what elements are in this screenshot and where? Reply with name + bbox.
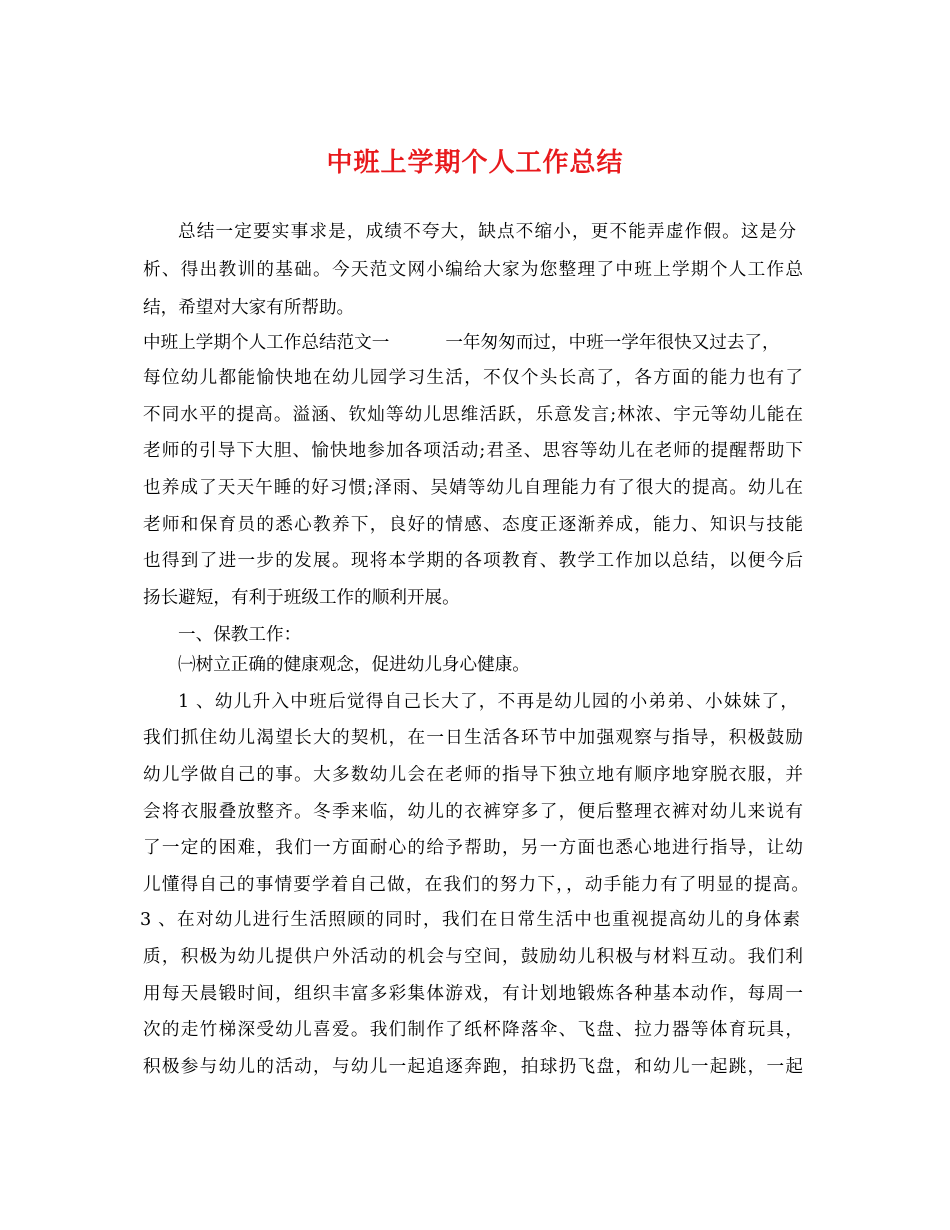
paragraph-text: 一年匆匆而过，中班一学年很快又过去了， xyxy=(445,333,780,353)
intro-line: 析、得出教训的基础。今天范文网小编给大家为您整理了中班上学期个人工作总 xyxy=(143,260,803,280)
section-heading: 一、保教工作： xyxy=(178,625,302,645)
intro-line: 总结一定要实事求是，成绩不夸大，缺点不缩小，更不能弄虚作假。这是分 xyxy=(178,222,796,242)
item-line: 1 、幼儿升入中班后觉得自己长大了，不再是幼儿园的小弟弟、小妹妹了， xyxy=(178,692,798,712)
paragraph-line: 也得到了进一步的发展。现将本学期的各项教育、教学工作加以总结，以便今后 xyxy=(143,551,803,571)
item-line: 我们抓住幼儿渴望长大的契机，在一日生活各环节中加强观察与指导，积极鼓励 xyxy=(143,728,803,748)
intro-line: 结，希望对大家有所帮助。 xyxy=(143,298,355,318)
document-title: 中班上学期个人工作总结 xyxy=(326,148,624,178)
item-line: 用每天晨锻时间，组织丰富多彩集体游戏，有计划地锻炼各种基本动作，每周一 xyxy=(143,984,803,1004)
item-line: 积极参与幼儿的活动，与幼儿一起追逐奔跑，拍球扔飞盘，和幼儿一起跳，一起 xyxy=(143,1057,803,1077)
paragraph-line: 扬长避短，有利于班级工作的顺利开展。 xyxy=(143,588,460,608)
item-line: 了一定的困难，我们一方面耐心的给予帮助，另一方面也悉心地进行指导，让幼 xyxy=(143,838,803,858)
item-line: 质，积极为幼儿提供户外活动的机会与空间，鼓励幼儿积极与材料互动。我们利 xyxy=(143,947,803,967)
paragraph-line: 每位幼儿都能愉快地在幼儿园学习生活，不仅个头长高了，各方面的能力也有了 xyxy=(143,368,803,388)
subsection-heading: ㈠树立正确的健康观念，促进幼儿身心健康。 xyxy=(178,655,530,675)
item-line: 3 、在对幼儿进行生活照顾的同时，我们在日常生活中也重视提高幼儿的身体素 xyxy=(140,910,800,930)
item-line: 幼儿学做自己的事。大多数幼儿会在老师的指导下独立地有顺序地穿脱衣服，并 xyxy=(143,765,803,785)
sample-heading-line xyxy=(143,329,803,357)
sample-heading: 中班上学期个人工作总结范文一 xyxy=(143,333,390,353)
paragraph-line: 老师的引导下大胆、愉快地参加各项活动;君圣、思容等幼儿在老师的提醒帮助下 xyxy=(143,441,803,461)
paragraph-line: 老师和保育员的悉心教养下，良好的情感、态度正逐渐养成，能力、知识与技能 xyxy=(143,515,803,535)
paragraph-line: 也养成了天天午睡的好习惯;泽雨、吴婧等幼儿自理能力有了很大的提高。幼儿在 xyxy=(143,478,803,498)
item-line: 儿懂得自己的事情要学着自己做，在我们的努力下，，动手能力有了明显的提高。 xyxy=(143,875,809,895)
paragraph-line: 不同水平的提高。溢涵、钦灿等幼儿思维活跃，乐意发言;林浓、宇元等幼儿能在 xyxy=(143,405,803,425)
item-line: 会将衣服叠放整齐。冬季来临，幼儿的衣裤穿多了，便后整理衣裤对幼儿来说有 xyxy=(143,802,803,822)
item-line: 次的走竹梯深受幼儿喜爱。我们制作了纸杯降落伞、飞盘、拉力器等体育玩具， xyxy=(143,1020,803,1040)
